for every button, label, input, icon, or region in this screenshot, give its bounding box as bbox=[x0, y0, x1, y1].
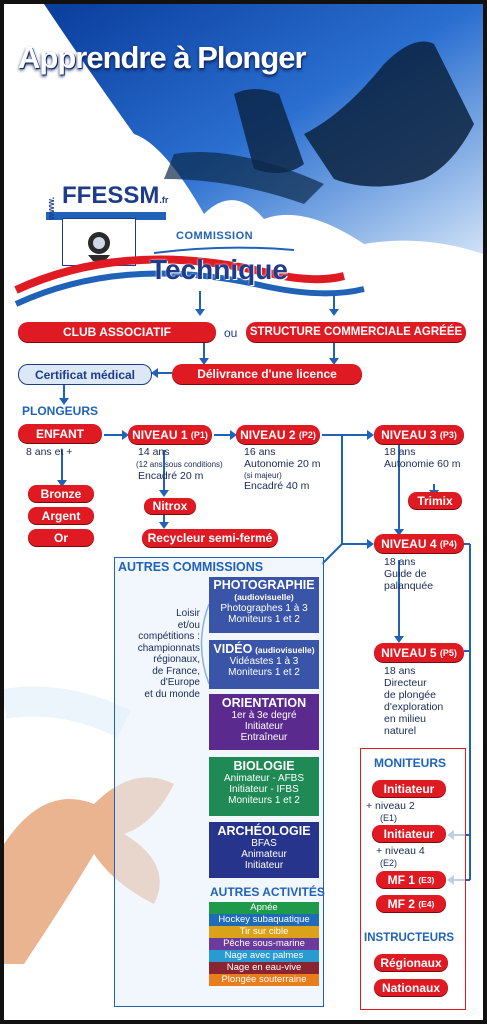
commissions-side-text bbox=[116, 608, 200, 700]
commission-line: Moniteurs 1 et 2 bbox=[228, 614, 300, 625]
side-text-line: et du monde bbox=[144, 688, 200, 700]
e2-code: (E2) bbox=[380, 858, 398, 868]
licence-badge: Délivrance d'une licence bbox=[172, 364, 362, 384]
niveau1-age: 14 ans bbox=[138, 446, 170, 458]
nationaux-badge: Nationaux bbox=[374, 979, 448, 996]
commission-title: ARCHÉOLOGIE bbox=[217, 824, 311, 838]
or-label: ou bbox=[224, 326, 238, 340]
commission-title: BIOLOGIE bbox=[233, 759, 295, 773]
niveau4-age: 18 ans bbox=[384, 556, 416, 568]
commission-line: Animateur bbox=[241, 849, 287, 860]
niveau5-l2: de plongée bbox=[384, 689, 436, 701]
niveau5-l3: d'exploration bbox=[384, 701, 444, 713]
side-text-line: de France, bbox=[152, 665, 200, 677]
structure-commerciale-badge: STRUCTURE COMMERCIALE AGRÉÉE bbox=[246, 322, 466, 342]
niveau5-code: (P5) bbox=[439, 647, 457, 658]
commission-line: Initiateur - IFBS bbox=[229, 784, 299, 795]
side-text-line: et/ou bbox=[177, 619, 200, 631]
niveau5-l0: 18 ans bbox=[384, 665, 416, 677]
niveau4-label: NIVEAU 4 bbox=[381, 536, 437, 551]
activity-plongee-souterraine: Plongée souterraine bbox=[209, 974, 319, 986]
side-text-line: régionaux, bbox=[153, 654, 200, 665]
logo-tld: .fr bbox=[159, 195, 169, 205]
commission-line: Vidéastes 1 à 3 bbox=[229, 656, 299, 667]
niveau3-desc: Autonomie 60 m bbox=[384, 458, 461, 470]
club-associatif-badge: CLUB ASSOCIATIF bbox=[18, 322, 216, 342]
side-text-line: d'Europe bbox=[160, 677, 200, 688]
instructeurs-heading: INSTRUCTEURS bbox=[364, 932, 455, 944]
commission-line: Animateur - AFBS bbox=[223, 773, 305, 784]
niveau5-l1: Directeur bbox=[384, 677, 427, 689]
commission-biologie bbox=[209, 757, 319, 816]
activity-peche: Pêche sous-marine bbox=[209, 938, 319, 950]
niveau4-l2: palanquée bbox=[384, 580, 434, 592]
autres-commissions-heading: AUTRES COMMISSIONS bbox=[118, 560, 264, 574]
moniteurs-heading: MONITEURS bbox=[374, 756, 446, 770]
mf2-code: (E4) bbox=[418, 898, 435, 909]
commission-line: Initiateur bbox=[244, 860, 284, 871]
niveau2-badge bbox=[236, 425, 320, 444]
commission-name: Technique bbox=[150, 254, 288, 285]
activity-nage-palmes: Nage avec palmes bbox=[209, 950, 319, 962]
plus-niveau2: + niveau 2 bbox=[366, 800, 415, 812]
niveau2-autonomie: Autonomie 20 m bbox=[244, 458, 321, 470]
commission-label: COMMISSION bbox=[176, 230, 254, 242]
commission-line: Photographes 1 à 3 bbox=[220, 603, 308, 614]
activity-hockey: Hockey subaquatique bbox=[209, 914, 319, 926]
commission-line: Entraîneur bbox=[240, 732, 288, 743]
niveau3-code: (P3) bbox=[439, 429, 457, 440]
niveau2-age: 16 ans bbox=[244, 446, 276, 458]
recycleur-badge: Recycleur semi-fermé bbox=[142, 529, 278, 547]
commission-archeologie bbox=[209, 822, 319, 878]
niveau2-label: NIVEAU 2 bbox=[240, 427, 296, 442]
autres-activites-list bbox=[209, 902, 319, 986]
enfant-badge: ENFANT bbox=[18, 424, 102, 443]
niveau2-code: (P2) bbox=[298, 429, 316, 440]
poster bbox=[4, 4, 483, 1020]
side-text-line: championnats bbox=[137, 642, 200, 654]
plus-niveau4: + niveau 4 bbox=[376, 845, 425, 857]
niveau4-badge bbox=[374, 534, 464, 553]
niveau2-note: (si majeur) bbox=[244, 471, 282, 480]
side-text-line: compétitions : bbox=[138, 631, 200, 642]
certificat-medical: Certificat médical bbox=[18, 364, 152, 385]
niveau5-l4: en milieu bbox=[384, 713, 427, 725]
plongeurs-heading: PLONGEURS bbox=[22, 404, 99, 418]
side-text-line: Loisir bbox=[176, 608, 200, 619]
activity-apnee: Apnée bbox=[209, 902, 319, 914]
initiateur2-badge: Initiateur bbox=[372, 825, 446, 842]
niveau3-badge bbox=[374, 425, 464, 444]
e1-code: (E1) bbox=[380, 813, 398, 823]
commission-title: ORIENTATION bbox=[221, 696, 307, 710]
mf2-badge bbox=[376, 895, 446, 912]
logo-www: www. bbox=[46, 196, 56, 220]
or-badge: Or bbox=[28, 529, 94, 546]
niveau1-desc: Encadré 20 m bbox=[138, 470, 204, 482]
niveau3-label: NIVEAU 3 bbox=[381, 427, 437, 442]
niveau5-label: NIVEAU 5 bbox=[381, 645, 437, 660]
nitrox-badge: Nitrox bbox=[144, 498, 196, 514]
commission-subtitle: (audiovisuelle) bbox=[255, 645, 315, 655]
niveau5-badge bbox=[374, 643, 464, 662]
commission-line: Moniteurs 1 et 2 bbox=[228, 667, 300, 678]
niveau2-encadre: Encadré 40 m bbox=[244, 480, 310, 492]
logo-text: FFESSM bbox=[62, 182, 160, 209]
commission-photographie bbox=[209, 577, 319, 633]
mf1-label: MF 1 bbox=[387, 872, 415, 887]
commission-subtitle: (audiovisuelle) bbox=[234, 592, 294, 602]
initiateur1-badge: Initiateur bbox=[372, 780, 446, 797]
activity-nage-eau-vive: Nage en eau-vive bbox=[209, 962, 319, 974]
niveau3-age: 18 ans bbox=[384, 446, 416, 458]
niveau4-code: (P4) bbox=[439, 538, 457, 549]
autres-activites-heading: AUTRES ACTIVITÉS bbox=[210, 885, 325, 899]
commission-title: PHOTOGRAPHIE bbox=[213, 578, 315, 592]
commission-line: 1er à 3e degré bbox=[231, 710, 297, 721]
niveau1-label: NIVEAU 1 bbox=[132, 427, 188, 442]
bronze-badge: Bronze bbox=[28, 485, 94, 502]
niveau1-badge bbox=[128, 425, 212, 444]
mf1-badge bbox=[376, 871, 446, 888]
commission-orientation bbox=[209, 694, 319, 750]
enfant-age: 8 ans et + bbox=[26, 446, 73, 458]
commission-line: Initiateur bbox=[244, 721, 284, 732]
commission-title: VIDÉO bbox=[213, 642, 253, 656]
commission-line: Moniteurs 1 et 2 bbox=[228, 795, 300, 806]
mf2-label: MF 2 bbox=[387, 896, 415, 911]
trimix-badge: Trimix bbox=[408, 492, 462, 509]
niveau1-code: (P1) bbox=[190, 429, 208, 440]
commission-line: BFAS bbox=[251, 838, 277, 849]
niveau1-note: (12 ans sous conditions) bbox=[136, 460, 223, 469]
niveau4-l1: Guide de bbox=[384, 568, 427, 580]
mf1-code: (E3) bbox=[418, 874, 435, 885]
niveau5-l5: naturel bbox=[384, 725, 417, 737]
page-title: Apprendre à Plonger bbox=[18, 40, 306, 75]
argent-badge: Argent bbox=[28, 507, 94, 524]
regionaux-badge: Régionaux bbox=[374, 954, 448, 971]
commission-video bbox=[209, 640, 319, 689]
activity-tir: Tir sur cible bbox=[209, 926, 319, 938]
